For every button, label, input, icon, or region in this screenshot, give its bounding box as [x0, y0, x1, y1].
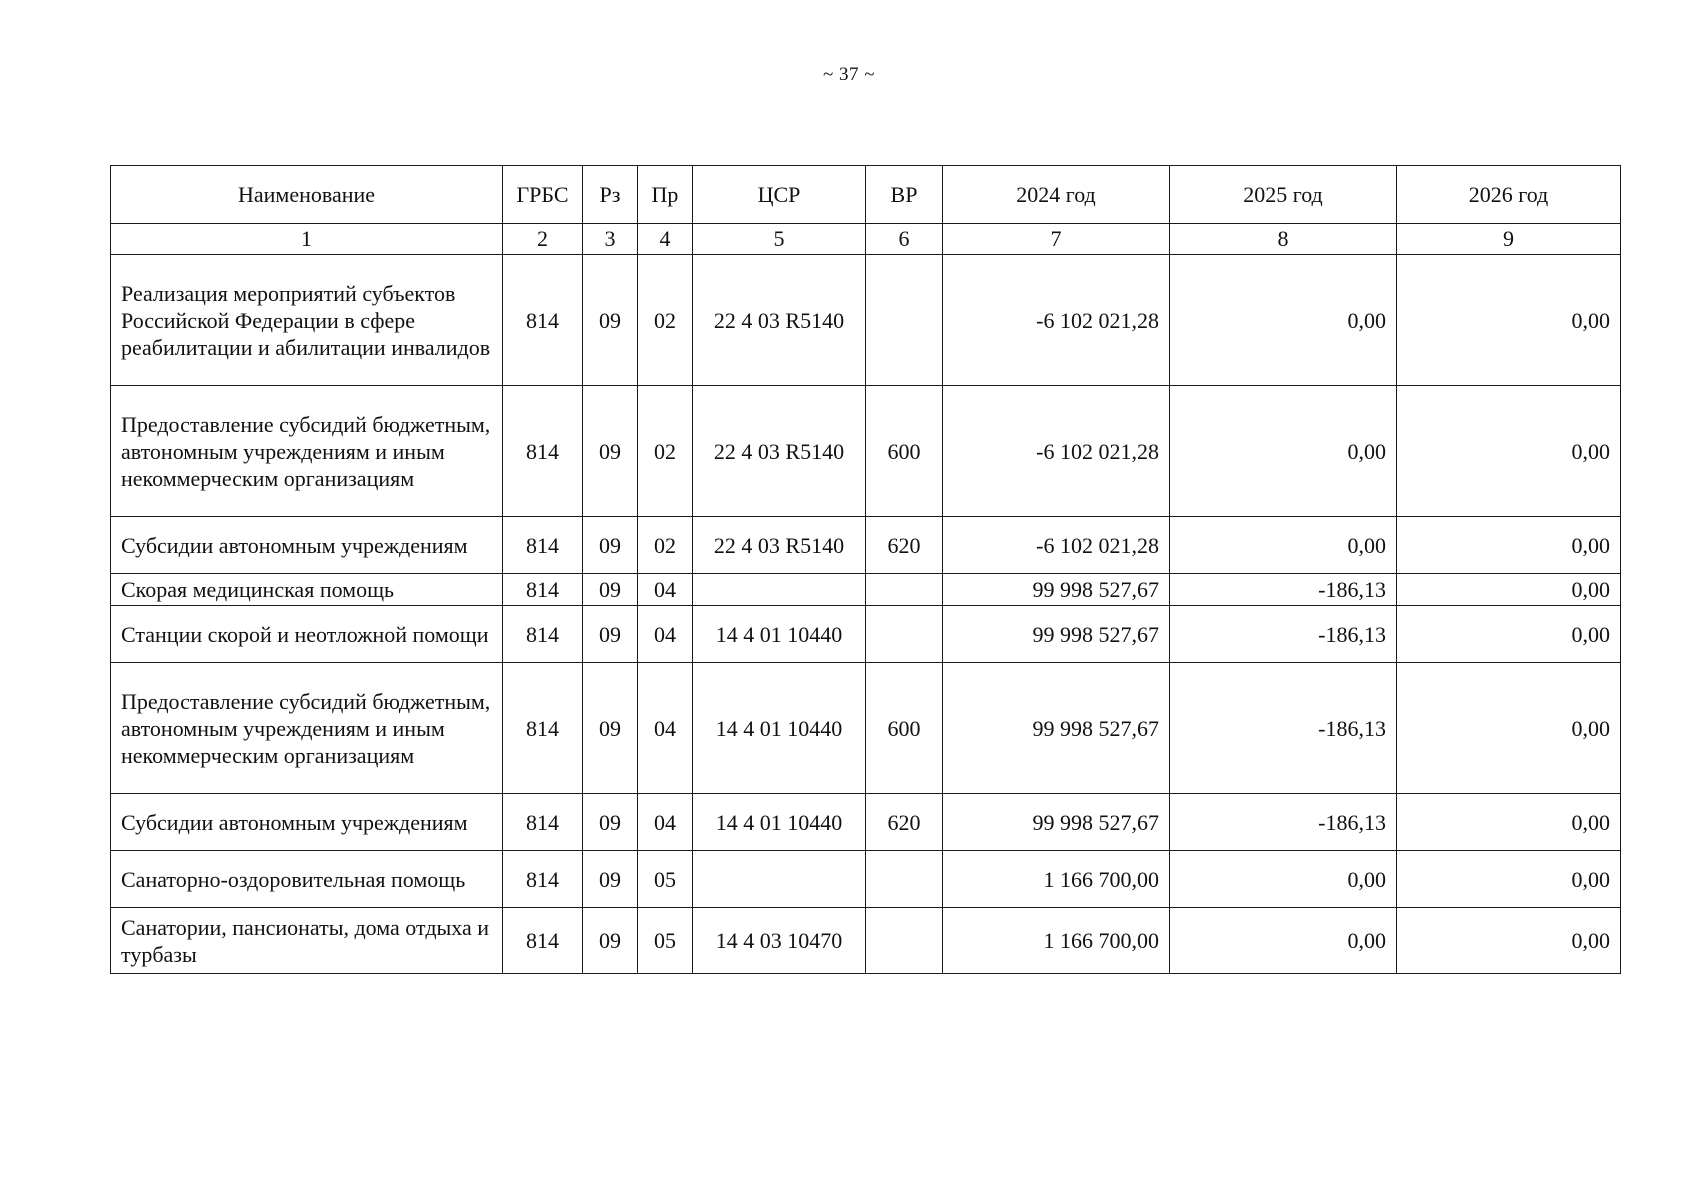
- row-2026: 0,00: [1397, 517, 1621, 574]
- row-2026: 0,00: [1397, 255, 1621, 386]
- row-2024: 1 166 700,00: [943, 908, 1170, 974]
- row-2026: 0,00: [1397, 851, 1621, 908]
- row-csr: [693, 851, 866, 908]
- row-csr: 14 4 03 10470: [693, 908, 866, 974]
- row-csr: 22 4 03 R5140: [693, 255, 866, 386]
- row-rz: 09: [583, 255, 638, 386]
- column-number: 2: [503, 224, 583, 255]
- row-pr: 02: [638, 517, 693, 574]
- row-pr: 04: [638, 574, 693, 606]
- column-number: 7: [943, 224, 1170, 255]
- row-vr: [866, 574, 943, 606]
- header-2025: 2025 год: [1170, 166, 1397, 224]
- table-row: [111, 794, 1621, 851]
- row-name: Станции скорой и неотложной помощи: [111, 606, 503, 663]
- header-vr: ВР: [866, 166, 943, 224]
- table-row: [111, 255, 1621, 386]
- row-vr: [866, 255, 943, 386]
- page-number: ~ 37 ~: [822, 64, 876, 85]
- column-number: 4: [638, 224, 693, 255]
- row-name: Санатории, пансионаты, дома отдыха и турбазы: [111, 908, 503, 974]
- row-rz: 09: [583, 517, 638, 574]
- header-grbs: ГРБС: [503, 166, 583, 224]
- row-csr: 14 4 01 10440: [693, 606, 866, 663]
- row-grbs: 814: [503, 908, 583, 974]
- row-2025: 0,00: [1170, 517, 1397, 574]
- row-grbs: 814: [503, 851, 583, 908]
- row-2025: -186,13: [1170, 606, 1397, 663]
- row-vr: [866, 908, 943, 974]
- row-2026: 0,00: [1397, 908, 1621, 974]
- row-pr: 05: [638, 851, 693, 908]
- column-number: 6: [866, 224, 943, 255]
- row-csr: 14 4 01 10440: [693, 794, 866, 851]
- row-2025: -186,13: [1170, 794, 1397, 851]
- row-csr: 22 4 03 R5140: [693, 517, 866, 574]
- row-2024: 99 998 527,67: [943, 606, 1170, 663]
- row-2024: 1 166 700,00: [943, 851, 1170, 908]
- row-pr: 04: [638, 606, 693, 663]
- header-pr: Пр: [638, 166, 693, 224]
- table-row: [111, 851, 1621, 908]
- row-2024: -6 102 021,28: [943, 386, 1170, 517]
- row-name: Реализация мероприятий субъектов Российской Федерации в сфере реабилитации и абилитации инвалидов: [111, 255, 503, 386]
- table-row: [111, 574, 1621, 606]
- row-pr: 02: [638, 386, 693, 517]
- row-grbs: 814: [503, 663, 583, 794]
- row-vr: [866, 606, 943, 663]
- row-2026: 0,00: [1397, 663, 1621, 794]
- row-2026: 0,00: [1397, 606, 1621, 663]
- row-csr: 22 4 03 R5140: [693, 386, 866, 517]
- row-2024: -6 102 021,28: [943, 517, 1170, 574]
- row-vr: 600: [866, 663, 943, 794]
- header-csr: ЦСР: [693, 166, 866, 224]
- row-name: Субсидии автономным учреждениям: [111, 517, 503, 574]
- row-2026: 0,00: [1397, 386, 1621, 517]
- row-2025: -186,13: [1170, 574, 1397, 606]
- row-grbs: 814: [503, 574, 583, 606]
- row-2025: 0,00: [1170, 851, 1397, 908]
- table-row: [111, 386, 1621, 517]
- row-pr: 05: [638, 908, 693, 974]
- table-row: [111, 908, 1621, 974]
- row-pr: 04: [638, 663, 693, 794]
- row-2024: 99 998 527,67: [943, 663, 1170, 794]
- row-2025: -186,13: [1170, 663, 1397, 794]
- row-rz: 09: [583, 606, 638, 663]
- row-name: Предоставление субсидий бюджетным, автономным учреждениям и иным некоммерческим организациям: [111, 386, 503, 517]
- row-2024: 99 998 527,67: [943, 574, 1170, 606]
- table-row: [111, 663, 1621, 794]
- row-name: Субсидии автономным учреждениям: [111, 794, 503, 851]
- table-header-row: [111, 166, 1621, 224]
- column-number: 8: [1170, 224, 1397, 255]
- header-rz: Рз: [583, 166, 638, 224]
- row-name: Санаторно-оздоровительная помощь: [111, 851, 503, 908]
- table-row: [111, 517, 1621, 574]
- header-2026: 2026 год: [1397, 166, 1621, 224]
- row-csr: [693, 574, 866, 606]
- row-2025: 0,00: [1170, 908, 1397, 974]
- column-number: 3: [583, 224, 638, 255]
- row-2026: 0,00: [1397, 574, 1621, 606]
- row-vr: 600: [866, 386, 943, 517]
- row-rz: 09: [583, 908, 638, 974]
- column-number: 1: [111, 224, 503, 255]
- row-rz: 09: [583, 663, 638, 794]
- row-2024: -6 102 021,28: [943, 255, 1170, 386]
- row-vr: 620: [866, 794, 943, 851]
- header-2024: 2024 год: [943, 166, 1170, 224]
- row-name: Предоставление субсидий бюджетным, автономным учреждениям и иным некоммерческим организациям: [111, 663, 503, 794]
- row-grbs: 814: [503, 606, 583, 663]
- row-2024: 99 998 527,67: [943, 794, 1170, 851]
- row-csr: 14 4 01 10440: [693, 663, 866, 794]
- row-2025: 0,00: [1170, 255, 1397, 386]
- table-row: [111, 606, 1621, 663]
- row-rz: 09: [583, 574, 638, 606]
- row-name: Скорая медицинская помощь: [111, 574, 503, 606]
- row-vr: 620: [866, 517, 943, 574]
- row-pr: 02: [638, 255, 693, 386]
- row-grbs: 814: [503, 794, 583, 851]
- column-number-row: [111, 224, 1621, 255]
- column-number: 5: [693, 224, 866, 255]
- row-rz: 09: [583, 386, 638, 517]
- row-grbs: 814: [503, 517, 583, 574]
- row-pr: 04: [638, 794, 693, 851]
- budget-table: [110, 165, 1621, 974]
- row-2026: 0,00: [1397, 794, 1621, 851]
- row-grbs: 814: [503, 386, 583, 517]
- row-rz: 09: [583, 851, 638, 908]
- row-vr: [866, 851, 943, 908]
- row-grbs: 814: [503, 255, 583, 386]
- row-rz: 09: [583, 794, 638, 851]
- header-name: Наименование: [111, 166, 503, 224]
- column-number: 9: [1397, 224, 1621, 255]
- row-2025: 0,00: [1170, 386, 1397, 517]
